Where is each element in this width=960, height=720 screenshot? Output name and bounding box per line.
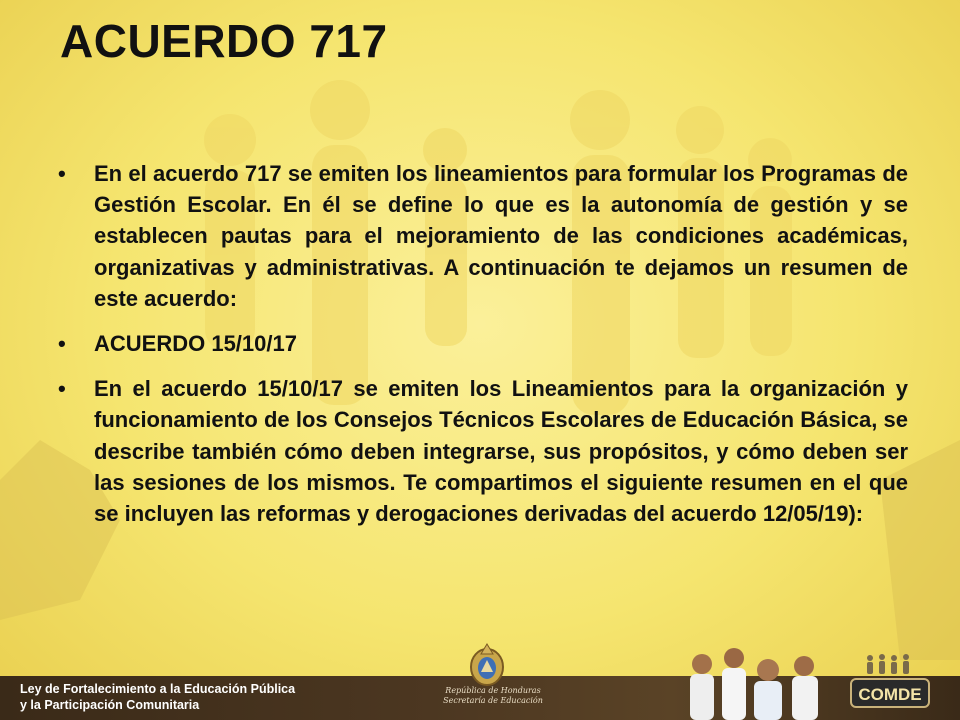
bullet-icon: • [58,376,66,402]
bullet-text: ACUERDO 15/10/17 [94,331,297,357]
honduras-seal-icon [462,640,512,690]
footer-law-line-1: Ley de Fortalecimiento a la Educación Pública [20,682,296,696]
bullet-list [58,158,908,543]
bullet-item-acuerdo-15-10-17 [58,373,908,529]
bullet-item-acuerdo-717 [58,158,908,314]
students-photo [672,640,840,720]
footer-law-line-2: y la Participación Comunitaria [20,698,200,712]
ministry-line-2: Secretaría de Educación [443,696,543,705]
bullet-icon: • [58,161,66,186]
bullet-icon: • [58,331,66,357]
comde-logo: COMDE [850,678,930,708]
bullet-item-acuerdo-heading [58,328,908,359]
slide-title: ACUERDO 717 [60,15,388,67]
comde-figures-icon [862,652,918,676]
ministry-caption [438,686,548,706]
footer-law-title [20,681,295,713]
bullet-text: En el acuerdo 15/10/17 se emiten los Lineamientos para la organización y funcionamiento de los Consejos Técnicos Escolares de Educación Básica, se describe también cómo deben integrarse, sus propósitos, y cómo deben ser las sesiones de los mismos. Te compartimos el siguiente resumen en el que se incluyen las reformas y derogaciones derivadas del acuerdo 12/05/19): [94,376,908,527]
ministry-line-1: República de Honduras [445,686,541,695]
bullet-text: En el acuerdo 717 se emiten los lineamientos para formular los Programas de Gestión Escolar. En él se define lo que es la autonomía de gestión y se establecen pautas para el mejoramiento de las condiciones académicas, organizativas y administrativas. A continuación te dejamos un resumen de este acuerdo: [94,161,908,311]
